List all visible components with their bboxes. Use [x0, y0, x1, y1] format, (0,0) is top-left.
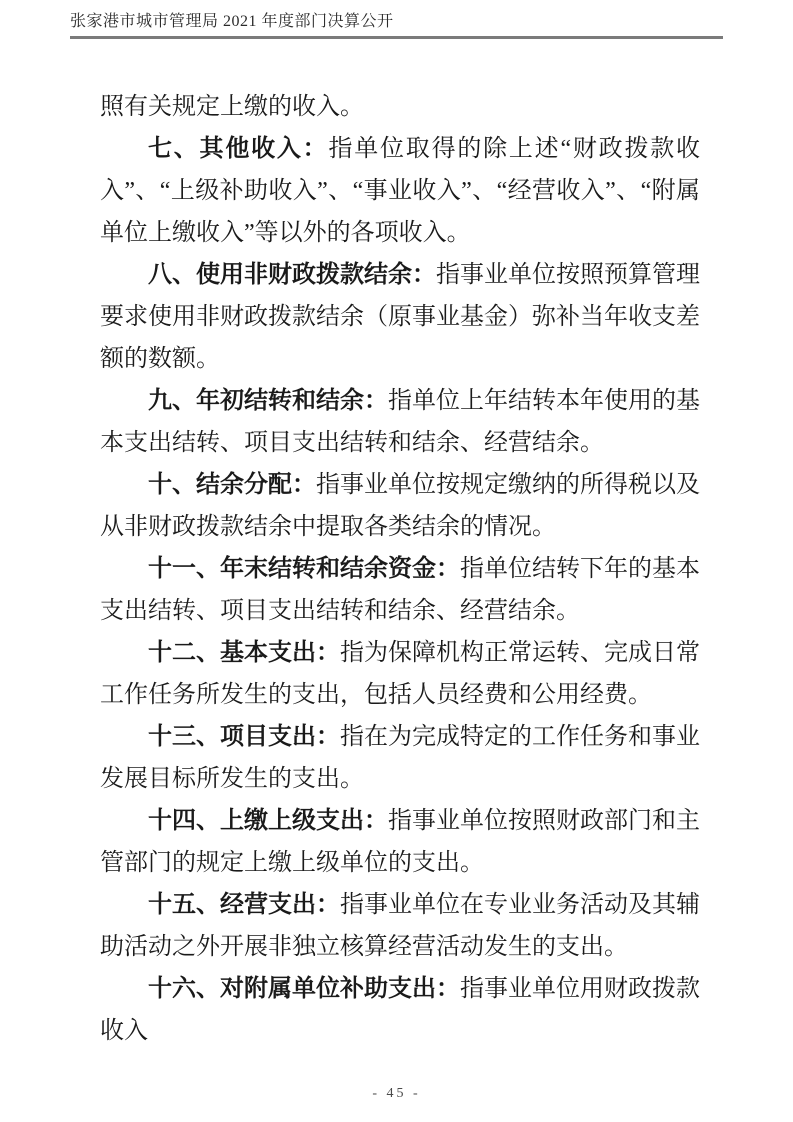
paragraph-text: 指为保障机构正常运转、完成日常工作任务所发生的支出，包括人员经费和公用经费。	[100, 640, 700, 708]
page-footer	[0, 1084, 793, 1102]
header-title: 张家港市城市管理局 2021 年度部门决算公开	[70, 13, 394, 30]
paragraph-label: 十、结余分配：	[148, 471, 316, 498]
paragraph-text: 照有关规定上缴的收入。	[100, 94, 364, 120]
paragraph	[100, 632, 700, 716]
paragraph-label: 十二、基本支出：	[148, 639, 340, 666]
paragraph-text: 指在为完成特定的工作任务和事业发展目标所发生的支出。	[100, 724, 700, 792]
paragraph-label: 十五、经营支出：	[148, 891, 340, 918]
paragraph-text: 指单位结转下年的基本支出结转、项目支出结转和结余、经营结余。	[100, 556, 700, 624]
paragraph	[100, 716, 700, 800]
paragraph-label: 七、其他收入：	[148, 135, 329, 162]
page-header	[70, 13, 723, 39]
paragraph	[100, 548, 700, 632]
page-number: - 45 -	[372, 1086, 421, 1101]
paragraph-text: 指事业单位按规定缴纳的所得税以及从非财政拨款结余中提取各类结余的情况。	[100, 472, 700, 540]
paragraph-label: 十三、项目支出：	[148, 723, 340, 750]
paragraph-label: 十六、对附属单位补助支出：	[148, 975, 460, 1002]
paragraph	[100, 86, 700, 128]
header-rule	[70, 36, 723, 39]
document-body	[100, 86, 700, 1052]
paragraph-label: 八、使用非财政拨款结余：	[148, 261, 436, 288]
paragraph	[100, 884, 700, 968]
paragraph-text: 指事业单位用财政拨款收入	[100, 976, 700, 1044]
paragraph-label: 十一、年末结转和结余资金：	[148, 555, 460, 582]
paragraph-text: 指单位取得的除上述“财政拨款收入”、“上级补助收入”、“事业收入”、“经营收入”、“附属单位上缴收入”等以外的各项收入。	[100, 136, 701, 246]
paragraph	[100, 380, 700, 464]
paragraph	[100, 800, 700, 884]
paragraph-text: 指事业单位按照预算管理要求使用非财政拨款结余（原事业基金）弥补当年收支差额的数额。	[100, 262, 700, 372]
paragraph	[100, 968, 700, 1052]
paragraph	[100, 128, 700, 254]
paragraph	[100, 254, 700, 380]
paragraph	[100, 464, 700, 548]
paragraph-text: 指事业单位在专业业务活动及其辅助活动之外开展非独立核算经营活动发生的支出。	[100, 892, 700, 960]
paragraph-text: 指事业单位按照财政部门和主管部门的规定上缴上级单位的支出。	[100, 808, 700, 876]
paragraph-label: 九、年初结转和结余：	[148, 387, 388, 414]
paragraph-text: 指单位上年结转本年使用的基本支出结转、项目支出结转和结余、经营结余。	[100, 388, 700, 456]
paragraph-label: 十四、上缴上级支出：	[148, 807, 388, 834]
